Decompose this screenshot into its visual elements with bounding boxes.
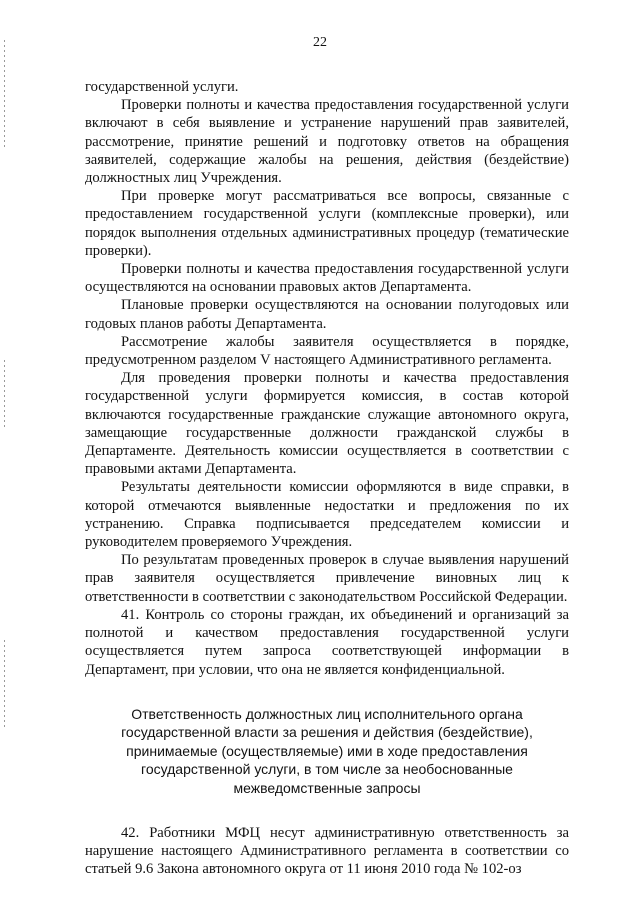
scan-margin-mark — [4, 640, 5, 730]
paragraph: государственной услуги. — [85, 79, 239, 95]
paragraph: По результатам проведенных проверок в случае выявления нарушений прав заявителя осуществляется привлечение виновных лиц к ответственности в соответствии с законодательством Российской Федерации. — [85, 552, 569, 605]
page-number: 22 — [313, 35, 327, 50]
paragraph: Для проведения проверки полноты и качества предоставления государственной услуги формируется комиссия, в состав которой включаются государственные гражданские служащие автономного округа, замещающие государственные должности гражданской службы в Департаменте. Деятельность комиссии осуществляется в соответствии с правовыми актами Департамента. — [85, 370, 569, 478]
scan-margin-mark — [4, 360, 5, 430]
section-heading: Ответственность должностных лиц исполнительного органа государственной власти за решения и действия (бездействие), принимаемые (осуществляемые) ими в ходе предоставления государственной услуги, в том числе за необоснованные межведомственные запросы — [121, 705, 533, 797]
scan-margin-mark — [4, 40, 5, 150]
paragraph-41: 41. Контроль со стороны граждан, их объединений и организаций за полнотой и качеством предоставления государственной услуги осуществляется путем запроса соответствующей информации в Департамент, при условии, что она не является конфиденциальной. — [85, 606, 569, 678]
paragraph: Проверки полноты и качества предоставления государственной услуги включают в себя выявление и устранение нарушений прав заявителей, рассмотрение, принятие решений и подготовку ответов на обращения заявителей, содержащие жалобы на решения, действия (бездействие) должностных лиц Учреждения. — [85, 97, 569, 187]
paragraph: При проверке могут рассматриваться все вопросы, связанные с предоставлением государственной услуги (комплексные проверки), или порядок выполнения отдельных административных процедур (тематические проверки). — [85, 188, 569, 259]
paragraph: Рассмотрение жалобы заявителя осуществляется в порядке, предусмотренном разделом V настоящего Административного регламента. — [85, 333, 569, 369]
paragraph: Проверки полноты и качества предоставления государственной услуги осуществляются на основании правовых актов Департамента. — [85, 261, 569, 296]
paragraph: Результаты деятельности комиссии оформляются в виде справки, в которой отмечаются выявленные недостатки и предложения по их устранению. Справка подписывается председателем комиссии и руководителем проверяемого Учреждения. — [85, 479, 569, 551]
paragraph: Плановые проверки осуществляются на основании полугодовых или годовых планов работы Департамента. — [85, 297, 569, 332]
document-body — [85, 78, 569, 878]
paragraph-42: 42. Работники МФЦ несут административную ответственность за нарушение настоящего Административного регламента в соответствии со статьей 9.6 Закона автономного округа от 11 июня 2010 года № 102-оз — [85, 824, 569, 878]
